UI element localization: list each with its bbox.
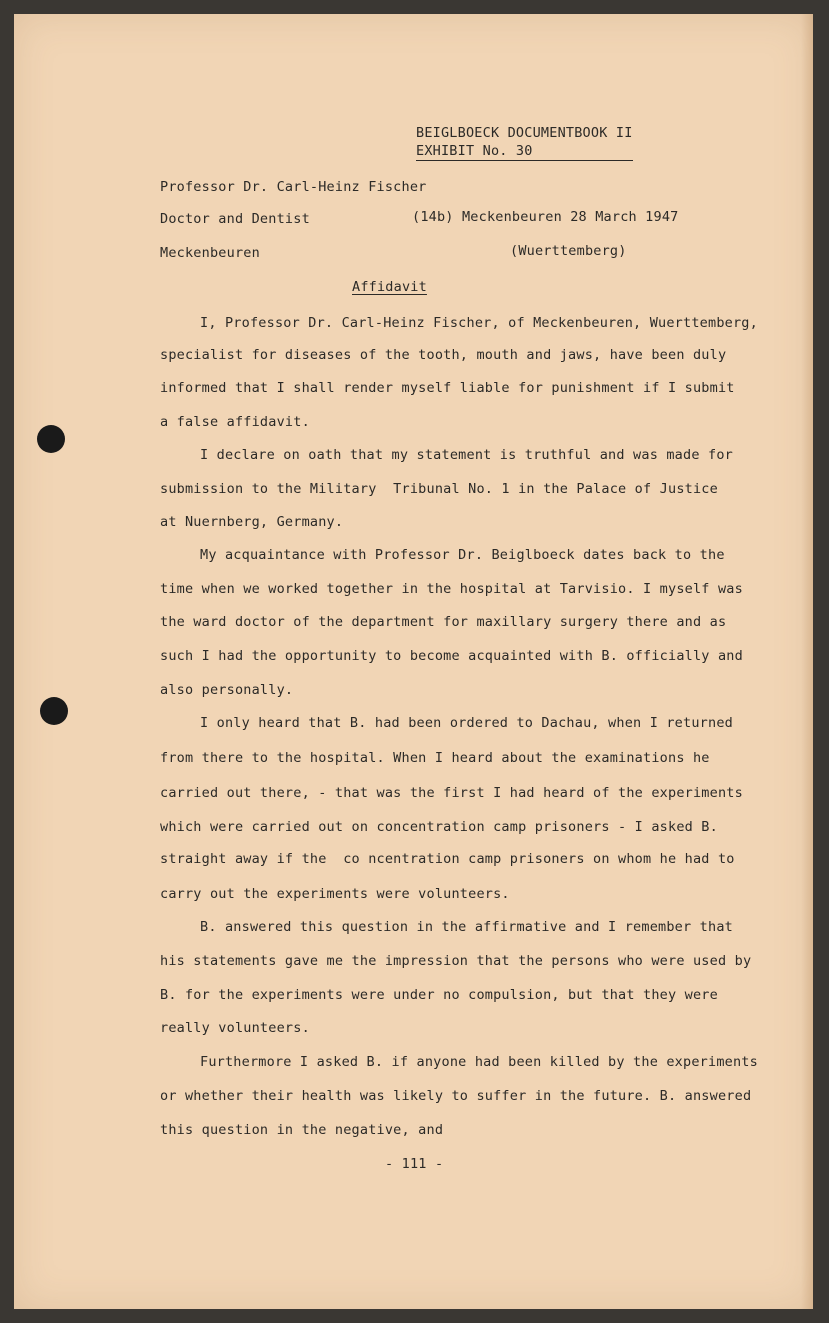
body-line: specialist for diseases of the tooth, mouth and jaws, have been duly [160, 347, 727, 363]
documentbook-heading: BEIGLBOECK DOCUMENTBOOK II [416, 125, 633, 141]
body-line: or whether their health was likely to suffer in the future. B. answered [160, 1088, 752, 1104]
body-line: his statements gave me the impression that the persons who were used by [160, 953, 752, 969]
body-line: a false affidavit. [160, 414, 310, 430]
body-line: informed that I shall render myself liable for punishment if I submit [160, 380, 735, 396]
body-line: at Nuernberg, Germany. [160, 514, 344, 530]
punch-hole-lower [40, 697, 68, 725]
body-line: I only heard that B. had been ordered to Dachau, when I returned [200, 715, 733, 731]
sender-title: Doctor and Dentist [160, 211, 310, 227]
body-line: which were carried out on concentration camp prisoners - I asked B. [160, 819, 718, 835]
body-line: I, Professor Dr. Carl-Heinz Fischer, of Meckenbeuren, Wuerttemberg, [200, 315, 758, 331]
exhibit-number: EXHIBIT No. 30 [416, 143, 533, 159]
body-line: the ward doctor of the department for maxillary surgery there and as [160, 614, 727, 630]
affidavit-heading: Affidavit [352, 279, 427, 295]
body-line: really volunteers. [160, 1020, 310, 1036]
body-line: B. for the experiments were under no compulsion, but that they were [160, 987, 718, 1003]
body-line: Furthermore I asked B. if anyone had been killed by the experiments [200, 1054, 758, 1070]
sender-town: Meckenbeuren [160, 245, 260, 261]
body-line: straight away if the co ncentration camp prisoners on whom he had to [160, 851, 735, 867]
body-line: also personally. [160, 682, 294, 698]
body-line: from there to the hospital. When I heard about the examinations he [160, 750, 710, 766]
body-line: this question in the negative, and [160, 1122, 444, 1138]
body-line: such I had the opportunity to become acquainted with B. officially and [160, 648, 743, 664]
sender-name: Professor Dr. Carl-Heinz Fischer [160, 179, 427, 195]
body-line: carried out there, - that was the first I had heard of the experiments [160, 785, 743, 801]
body-line: carry out the experiments were volunteers. [160, 886, 510, 902]
body-line: B. answered this question in the affirmative and I remember that [200, 919, 733, 935]
punch-hole-upper [37, 425, 65, 453]
body-line: submission to the Military Tribunal No. 1 in the Palace of Justice [160, 481, 718, 497]
body-line: time when we worked together in the hospital at Tarvisio. I myself was [160, 581, 743, 597]
body-line: My acquaintance with Professor Dr. Beiglboeck dates back to the [200, 547, 725, 563]
body-line: I declare on oath that my statement is truthful and was made for [200, 447, 733, 463]
region: (Wuerttemberg) [510, 243, 627, 259]
paper-edge-stain [801, 14, 813, 1309]
place-and-date: (14b) Meckenbeuren 28 March 1947 [412, 209, 679, 225]
page-number: - 111 - [385, 1156, 444, 1172]
exhibit-underline [416, 160, 633, 161]
